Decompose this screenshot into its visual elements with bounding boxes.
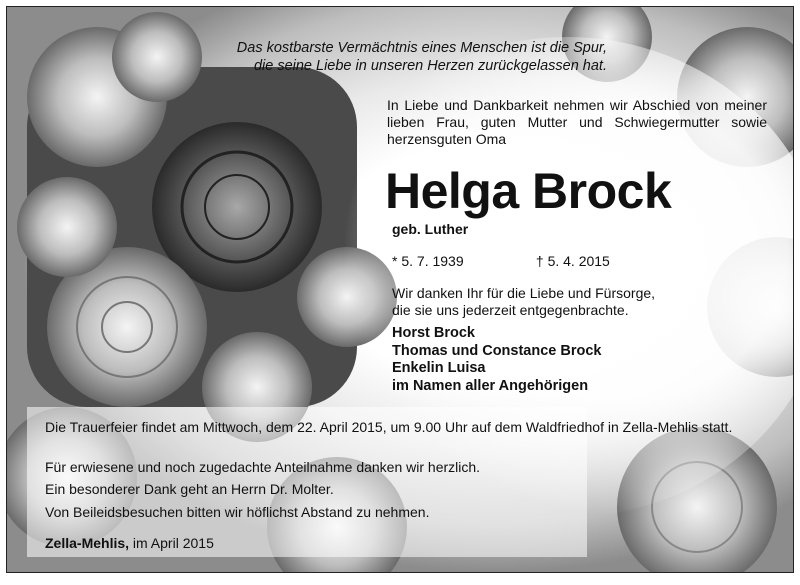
thanks-line-1: Wir danken Ihr für die Liebe und Fürsorge,	[392, 285, 656, 301]
death-date: † 5. 4. 2015	[535, 253, 610, 269]
funeral-info: Die Trauerfeier findet am Mittwoch, dem 22. April 2015, um 9.00 Uhr auf dem Waldfriedhof in Zella-Mehlis statt.	[45, 419, 733, 435]
epitaph-line-2: die seine Liebe in unseren Herzen zurückgelassen hat.	[253, 58, 607, 74]
farewell-intro: In Liebe und Dankbarkeit nehmen wir Abschied von meiner lieben Frau, guten Mutter und Schwiegermutter sowie herzensguten Oma	[387, 97, 767, 147]
gratitude-text: Für erwiesene und noch zugedachte Anteilnahme danken wir herzlich.	[45, 459, 481, 475]
mourner-item: im Namen aller Angehörigen	[392, 377, 589, 394]
place-name: Zella-Mehlis,	[45, 535, 130, 551]
notice-date: im April 2015	[129, 535, 214, 551]
birth-date: * 5. 7. 1939	[392, 253, 464, 269]
mourner-item: Horst Brock	[392, 325, 475, 341]
thanks-line-2: die sie uns jederzeit entgegenbrachte.	[392, 302, 629, 318]
life-dates	[392, 253, 652, 270]
thanks-text	[392, 285, 782, 319]
mourner-item: Enkelin Luisa	[392, 360, 486, 376]
deceased-name: Helga Brock	[385, 163, 672, 219]
condolence-note: Von Beileidsbesuchen bitten wir höflichst Abstand zu nehmen.	[45, 504, 430, 520]
mourner-item: Thomas und Constance Brock	[392, 342, 602, 359]
special-thanks-text: Ein besonderer Dank geht an Herrn Dr. Molter.	[45, 481, 334, 497]
maiden-name: geb. Luther	[392, 221, 469, 237]
obituary-notice	[6, 6, 794, 573]
epitaph-line-1: Das kostbarste Vermächtnis eines Menschen ist die Spur,	[236, 40, 607, 56]
mourners-list	[392, 325, 601, 395]
epitaph-quote	[157, 39, 607, 75]
place-date	[45, 535, 214, 552]
